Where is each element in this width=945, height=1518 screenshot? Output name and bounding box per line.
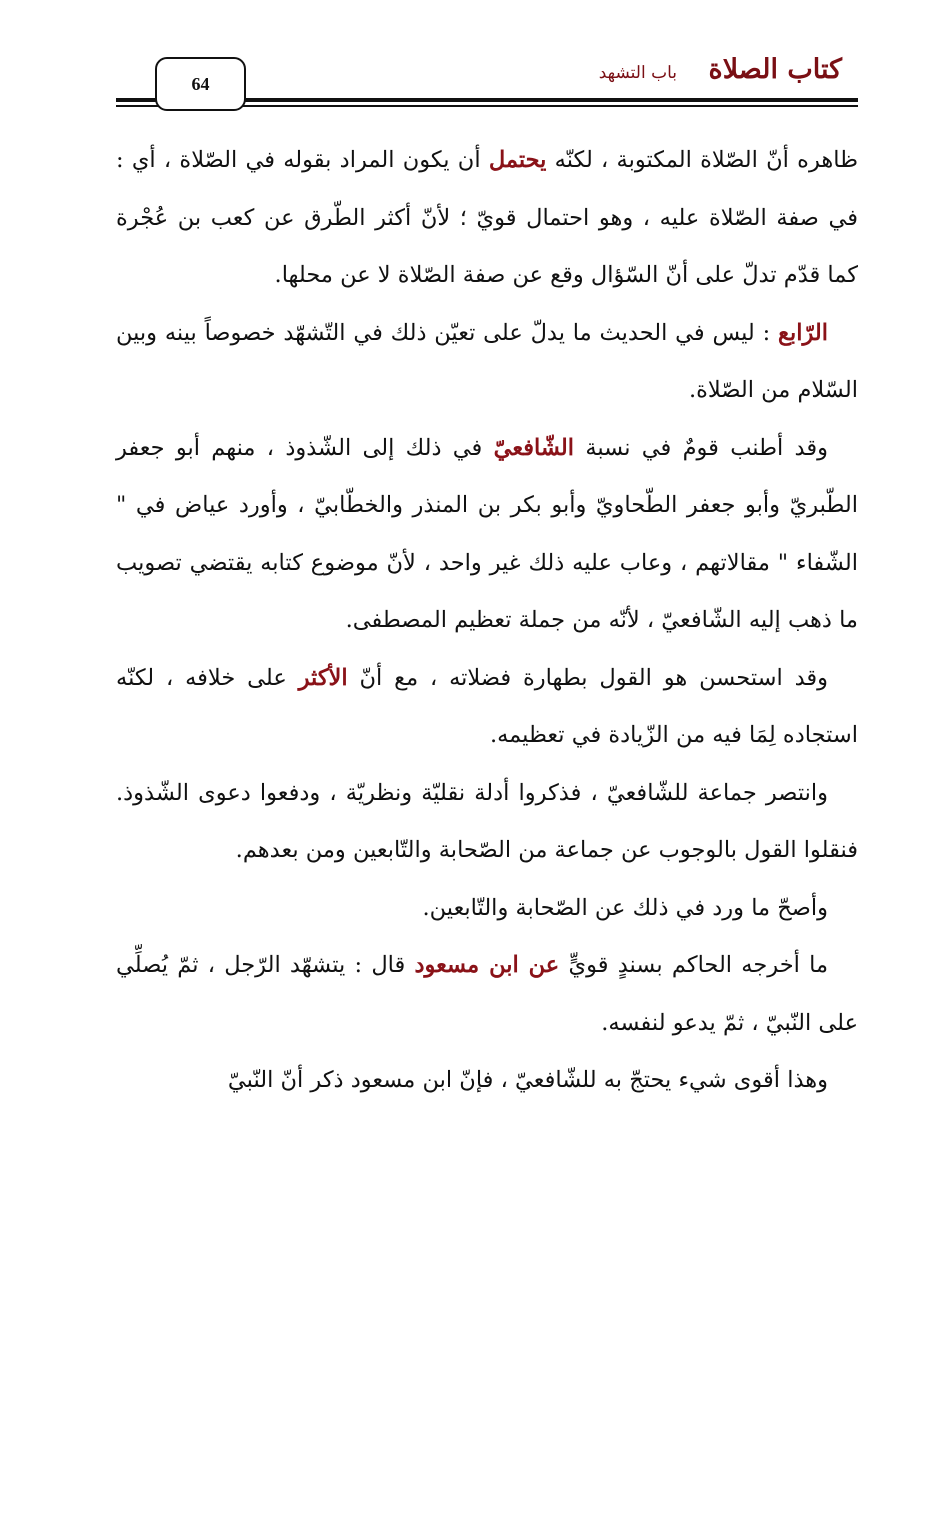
highlighted-term: الشّافعيّ (493, 434, 575, 461)
text-segment: وقد استحسن هو القول بطهارة فضلاته ، مع أنّ (347, 664, 828, 691)
paragraph (116, 420, 858, 650)
text-segment: وقد أطنب قومٌ في نسبة (574, 434, 828, 461)
text-segment: قال : يتشهّد الرّجل ، ثمّ يُصلِّي على النّبيّ ، ثمّ يدعو لنفسه. (116, 952, 858, 1036)
page-header (0, 0, 945, 120)
text-segment: ظاهره أنّ الصّلاة المكتوبة ، لكنّه (546, 147, 858, 173)
paragraph (116, 305, 858, 420)
book-title: كتاب الصلاة (708, 54, 842, 85)
text-segment: ما أخرجه الحاكم بسندٍ قويٍّ (559, 952, 829, 978)
highlighted-term: عن ابن مسعود (414, 952, 560, 978)
paragraph (116, 1052, 858, 1110)
paragraph (116, 765, 858, 880)
page-number-box (155, 57, 246, 111)
text-segment: وأصحّ ما ورد في ذلك عن الصّحابة والتّابعين. (422, 894, 828, 921)
text-segment: على خلافه ، لكنّه استجاده لِمَا فيه من الزّيادة في تعظيمه. (116, 664, 858, 748)
body-text (116, 132, 858, 1110)
text-segment: في ذلك إلى الشّذوذ ، منهم أبو جعفر الطّبريّ وأبو جعفر الطّحاويّ وأبو بكر بن المنذر والخطّابيّ ، وأورد عياض في " الشّفاء " مقالاتهم ، وعاب عليه ذلك غير واحد ، لأنّ موضوع كتابه يقتضي تصويب ما ذهب إليه الشّافعيّ ، لأنّه من جملة تعظيم المصطفى. (116, 434, 858, 633)
page-number: 64 (191, 73, 210, 94)
chapter-title: باب التشهد (598, 63, 677, 83)
text-segment: أن يكون المراد بقوله في الصّلاة ، أي : في صفة الصّلاة عليه ، وهو احتمال قويّ ؛ لأنّ أكثر الطّرق عن كعب بن عُجْرة كما قدّم تدلّ على أنّ السّؤال وقع عن صفة الصّلاة لا عن محلها. (116, 147, 858, 288)
highlighted-term: الأكثر (298, 664, 348, 691)
paragraph (116, 650, 858, 765)
text-segment: : ليس في الحديث ما يدلّ على تعيّن ذلك في التّشهّد خصوصاً بينه وبين السّلام من الصّلاة. (116, 319, 858, 403)
highlighted-term: الرّابع (777, 319, 828, 346)
paragraph (116, 937, 858, 1052)
text-segment: وهذا أقوى شيء يحتجّ به للشّافعيّ ، فإنّ ابن مسعود ذكر أنّ النّبيّ (227, 1067, 828, 1093)
highlighted-term: يحتمل (488, 147, 547, 173)
paragraph (116, 132, 858, 305)
paragraph (116, 880, 858, 938)
text-segment: وانتصر جماعة للشّافعيّ ، فذكروا أدلة نقليّة ونظريّة ، ودفعوا دعوى الشّذوذ. فنقلوا القول بالوجوب عن جماعة من الصّحابة والتّابعين ومن بعدهم. (116, 779, 858, 863)
